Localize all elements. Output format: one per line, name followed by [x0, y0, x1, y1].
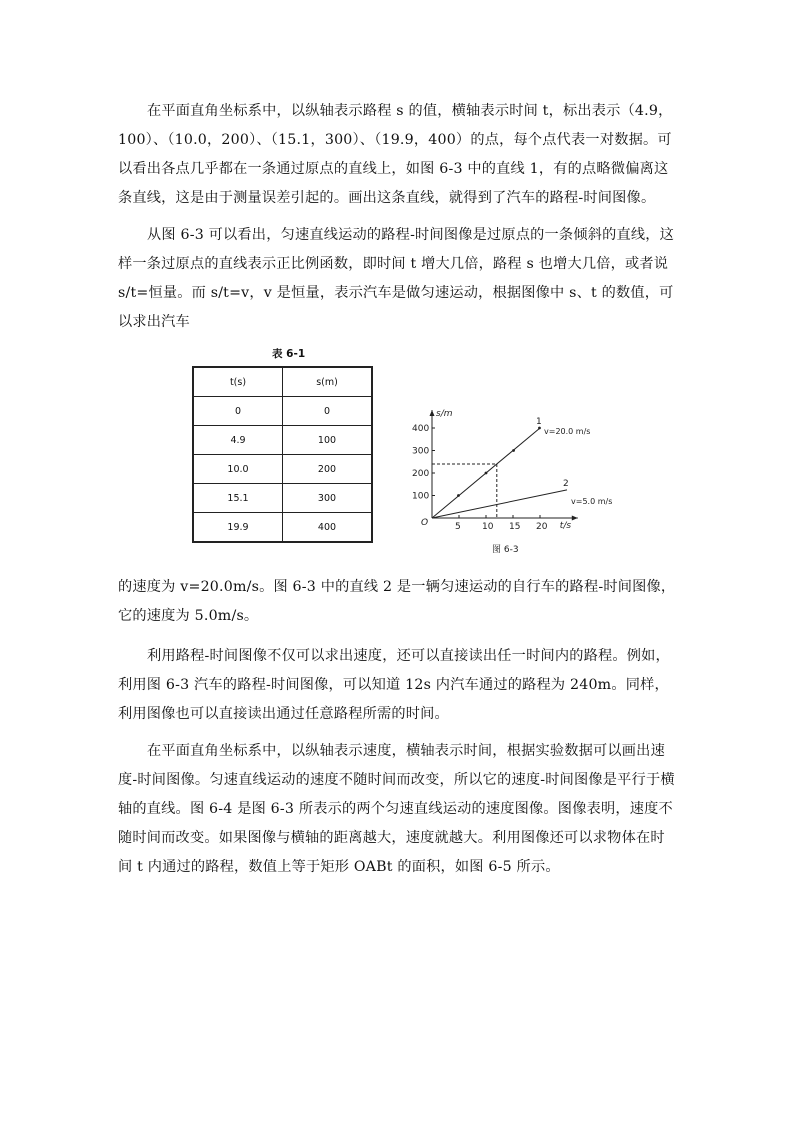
table-header-cell: s(m): [283, 367, 373, 397]
table-row: [193, 513, 372, 543]
figure-caption: 图 6-3: [492, 545, 519, 555]
data-point: [512, 449, 515, 452]
y-tick-label: 100: [412, 491, 430, 502]
y-tick-label: 300: [412, 446, 430, 457]
data-table: [192, 366, 373, 543]
table-cell: 200: [283, 455, 373, 484]
paragraph-proportional-line: 从图 6-3 可以看出，匀速直线运动的路程-时间图像是过原点的一条倾斜的直线，这样一条过原点的直线表示正比例函数，即时间 t 增大几倍，路程 s 也增大几倍，或者说 s/t=恒量。而 s/t=v，v 是恒量，表示汽车是做匀速运动，根据图像中 s、t 的数值，可以求出汽车: [118, 227, 675, 330]
data-point: [538, 427, 541, 430]
table-cell: 0: [193, 397, 283, 426]
x-tick-label: 20: [536, 522, 548, 532]
data-point: [457, 494, 460, 497]
x-axis-arrow: [572, 516, 578, 521]
table-caption: 表 6-1: [272, 348, 306, 360]
table-cell: 0: [283, 397, 373, 426]
table-header-cell: t(s): [193, 367, 283, 397]
series-number-label: 1: [536, 417, 542, 427]
y-tick-label: 400: [412, 424, 430, 434]
table-row: [193, 397, 372, 426]
paragraph-distance-time-plot: 在平面直角坐标系中，以纵轴表示路程 s 的值，横轴表示时间 t，标出表示（4.9，100）、（10.0，200）、（15.1，300）、（19.9，400）的点，每个点代表一对数据。可以看出各点几乎都在一条通过原点的直线上，如图 6-3 中的直线 1，有的点略微偏离这条直线，这是由于测量误差引起的。画出这条直线，就得到了汽车的路程-时间图像。: [118, 103, 673, 206]
table-cell: 100: [283, 426, 373, 455]
series-line-2: [432, 490, 567, 518]
paragraph-velocity-time: 在平面直角坐标系中，以纵轴表示速度，横轴表示时间，根据实验数据可以画出速度-时间图像。匀速直线运动的速度不随时间而改变，所以它的速度-时间图像是平行于横轴的直线。图 6-4 是图 6-3 所表示的两个匀速直线运动的速度图像。图像表明，速度不随时间而改变。如果图像与横轴的距离越大，速度就越大。利用图像还可以求物体在时间 t 内通过的路程，数值上等于矩形 OABt 的面积，如图 6-5 所示。: [118, 743, 675, 875]
figure-table-and-graph: [190, 342, 640, 558]
paragraph-speed-result: 的速度为 v=20.0m/s。图 6-3 中的直线 2 是一辆匀速运动的自行车的路程-时间图像，它的速度为 5.0m/s。: [118, 579, 676, 624]
paragraph-read-distance: 利用路程-时间图像不仅可以求出速度，还可以直接读出任一时间内的路程。例如，利用图 6-3 汽车的路程-时间图像，可以知道 12s 内汽车通过的路程为 240m。同样，利用图像也可以直接读出通过任意路程所需的时间。: [118, 648, 670, 722]
table-header-row: [193, 367, 372, 397]
table-cell: 15.1: [193, 484, 283, 513]
x-axis-label: t/s: [559, 521, 572, 531]
y-tick-label: 200: [412, 469, 430, 479]
distance-time-graph: [410, 350, 636, 558]
x-tick-label: 10: [482, 522, 494, 532]
series-speed-label: v=20.0 m/s: [544, 427, 591, 436]
table-cell: 400: [283, 513, 373, 543]
table-cell: 10.0: [193, 455, 283, 484]
series-speed-label: v=5.0 m/s: [571, 496, 613, 506]
series-number-label: 2: [563, 478, 569, 489]
table-row: [193, 455, 372, 484]
x-tick-label: 5: [455, 522, 461, 532]
y-axis-label: s/m: [436, 409, 453, 419]
data-point: [485, 472, 488, 475]
table-row: [193, 426, 372, 455]
x-tick-label: 15: [509, 522, 521, 532]
y-axis-arrow: [430, 410, 435, 416]
table-row: [193, 484, 372, 513]
table-cell: 19.9: [193, 513, 283, 543]
table-cell: 4.9: [193, 426, 283, 455]
origin-label: O: [421, 518, 429, 528]
table-cell: 300: [283, 484, 373, 513]
